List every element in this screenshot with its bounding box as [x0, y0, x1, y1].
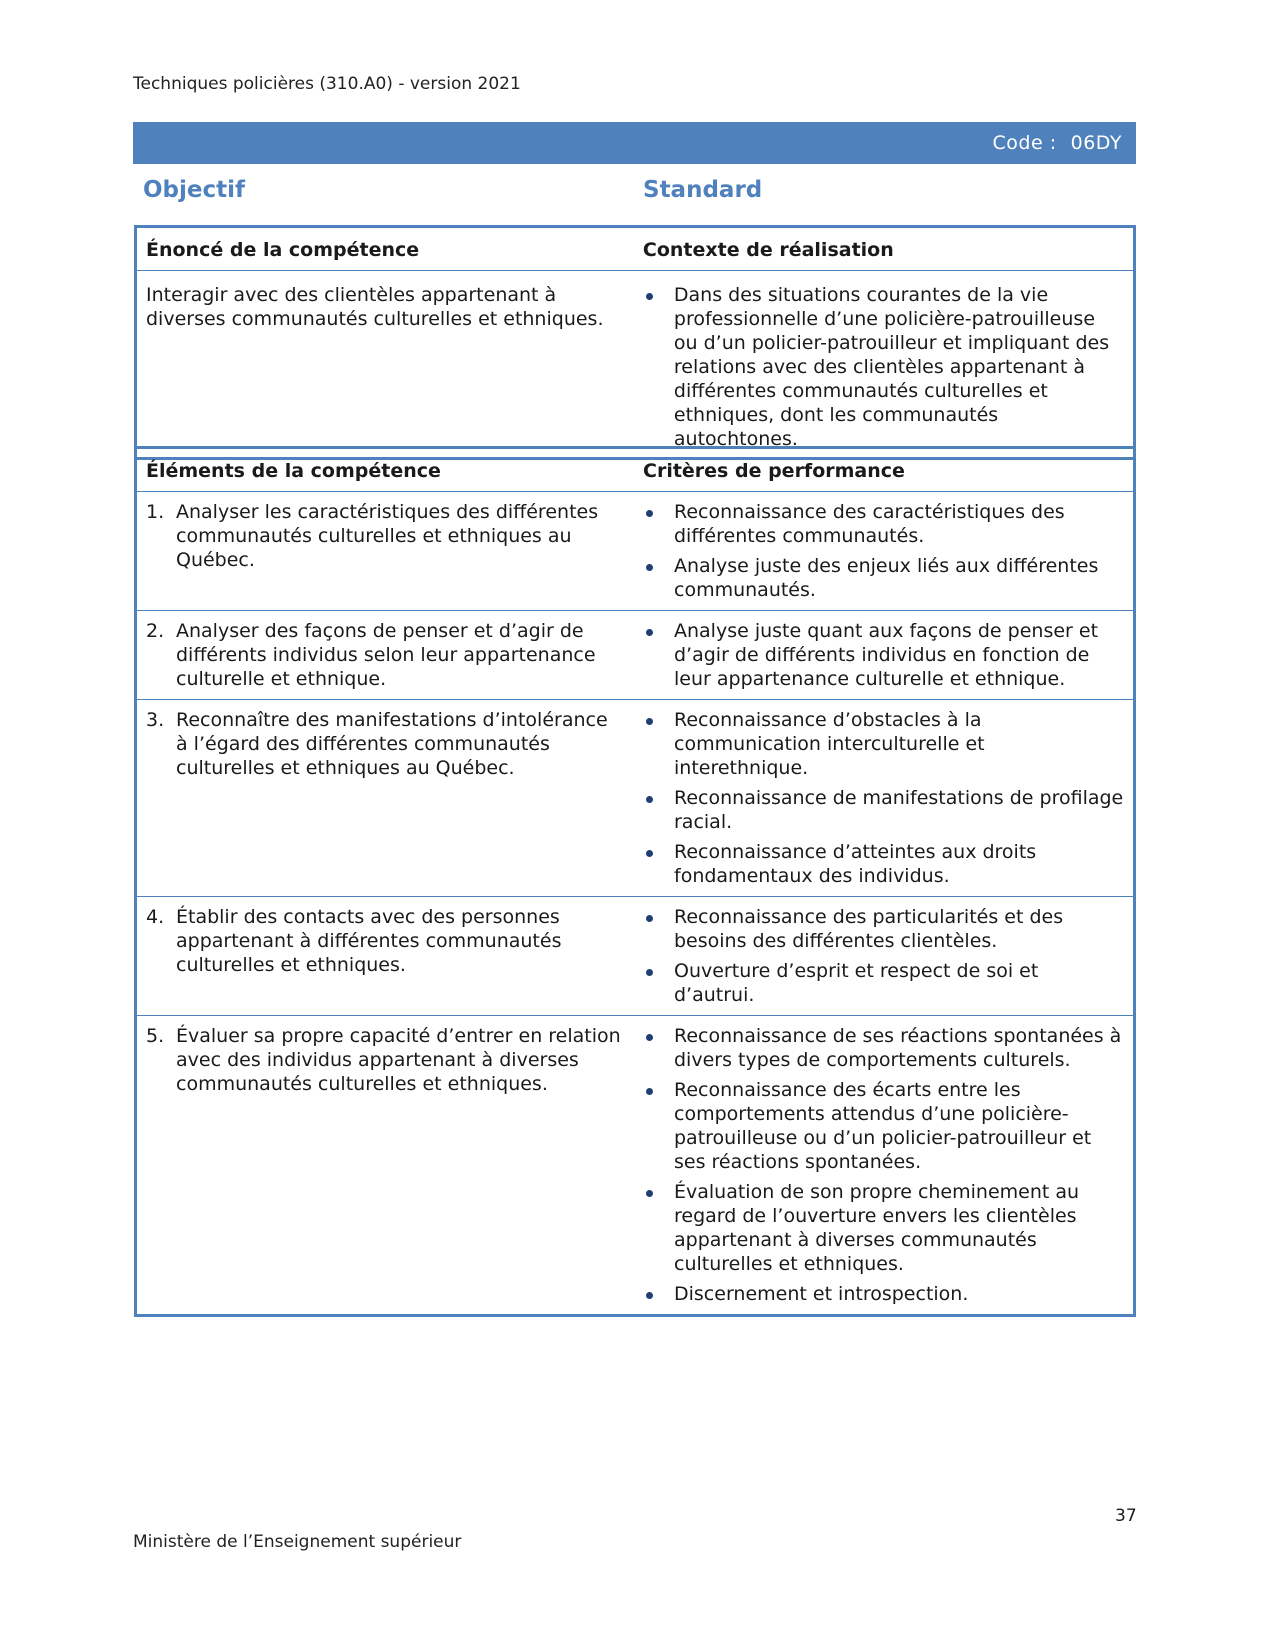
element-text: Analyser des façons de penser et d’agir de différents individus selon leur appartenance culturelle et ethnique. — [176, 620, 596, 690]
element-text: Reconnaître des manifestations d’intolérance à l’égard des différentes communautés culturelles et ethniques au Québec. — [176, 709, 608, 779]
criterion-item: Reconnaissance des caractéristiques des différentes communautés. — [643, 500, 1124, 548]
element-item — [146, 905, 625, 977]
elements-header: Éléments de la compétence — [136, 448, 635, 492]
bullet-icon — [646, 969, 653, 976]
code-label: Code : — [992, 132, 1057, 154]
element-text: Établir des contacts avec des personnes appartenant à différentes communautés culturelles et ethniques. — [176, 906, 562, 976]
code-band — [133, 122, 1136, 164]
criterion-item: Analyse juste quant aux façons de penser et d’agir de différents individus en fonction de leur appartenance culturelle et ethnique. — [643, 619, 1124, 691]
bullet-icon — [646, 1292, 653, 1299]
competency-statement: Interagir avec des clientèles appartenant à diverses communautés culturelles et ethniques. — [146, 284, 604, 330]
criteria-list — [643, 708, 1124, 888]
bullet-icon — [646, 564, 653, 571]
bullet-icon — [646, 510, 653, 517]
bullet-icon — [646, 1190, 653, 1197]
objective-title: Objectif — [143, 177, 246, 203]
element-item — [146, 619, 625, 691]
element-item — [146, 708, 625, 780]
running-header: Techniques policières (310.A0) - version 2021 — [133, 74, 521, 94]
element-item — [146, 500, 625, 572]
bullet-icon — [646, 915, 653, 922]
criteria-list — [643, 619, 1124, 691]
element-number: 1. — [146, 501, 165, 523]
criterion-item: Reconnaissance d’obstacles à la communication interculturelle et interethnique. — [643, 708, 1124, 780]
bullet-icon — [646, 293, 653, 300]
bullet-icon — [646, 1034, 653, 1041]
statement-header: Énoncé de la compétence — [136, 227, 634, 271]
element-number: 4. — [146, 906, 165, 928]
code-value: 06DY — [1070, 132, 1122, 154]
element-number: 3. — [146, 709, 165, 731]
criterion-item: Reconnaissance des écarts entre les comportements attendus d’une policière-patrouilleuse ou d’un policier-patrouilleur et ses réactions spontanées. — [643, 1078, 1124, 1174]
table-row — [136, 492, 1135, 611]
element-number: 2. — [146, 620, 165, 642]
criterion-item: Ouverture d’esprit et respect de soi et d’autrui. — [643, 959, 1124, 1007]
criterion-item: Reconnaissance des particularités et des besoins des différentes clientèles. — [643, 905, 1124, 953]
elements-table — [134, 446, 1136, 1317]
statement-row — [136, 271, 1135, 459]
table-row — [136, 1016, 1135, 1316]
criteria-header: Critères de performance — [634, 448, 1135, 492]
bullet-icon — [646, 1088, 653, 1095]
element-text: Analyser les caractéristiques des différentes communautés culturelles et ethniques au Québec. — [176, 501, 599, 571]
criterion-item: Évaluation de son propre cheminement au regard de l’ouverture envers les clientèles appartenant à diverses communautés culturelles et ethniques. — [643, 1180, 1124, 1276]
element-item — [146, 1024, 625, 1096]
table-row — [136, 897, 1135, 1016]
context-header: Contexte de réalisation — [634, 227, 1135, 271]
element-number: 5. — [146, 1025, 165, 1047]
element-text: Évaluer sa propre capacité d’entrer en relation avec des individus appartenant à diverses communautés culturelles et ethniques. — [176, 1025, 621, 1095]
bullet-icon — [646, 629, 653, 636]
bullet-icon — [646, 718, 653, 725]
bullet-icon — [646, 796, 653, 803]
statement-table — [134, 225, 1136, 460]
standard-title: Standard — [643, 177, 763, 203]
criteria-list — [643, 1024, 1124, 1306]
context-cell — [634, 271, 1135, 459]
criterion-item: Reconnaissance de manifestations de profilage racial. — [643, 786, 1124, 834]
criterion-item: Reconnaissance de ses réactions spontanées à divers types de comportements culturels. — [643, 1024, 1124, 1072]
table-row — [136, 611, 1135, 700]
page-number: 37 — [1115, 1506, 1137, 1526]
bullet-icon — [646, 850, 653, 857]
criteria-list — [643, 500, 1124, 602]
table-row — [136, 700, 1135, 897]
criteria-list — [643, 905, 1124, 1007]
section-titles — [143, 178, 1133, 214]
context-item: Dans des situations courantes de la vie professionnelle d’une policière-patrouilleuse ou d’un policier-patrouilleur et impliquant des relations avec des clientèles appartenant à différentes communautés culturelles et ethniques, dont les communautés autochtones. — [643, 283, 1124, 451]
footer-publisher: Ministère de l’Enseignement supérieur — [133, 1532, 462, 1552]
criterion-item: Analyse juste des enjeux liés aux différentes communautés. — [643, 554, 1124, 602]
criterion-item: Reconnaissance d’atteintes aux droits fondamentaux des individus. — [643, 840, 1124, 888]
context-list — [643, 283, 1124, 451]
criterion-item: Discernement et introspection. — [643, 1282, 1124, 1306]
